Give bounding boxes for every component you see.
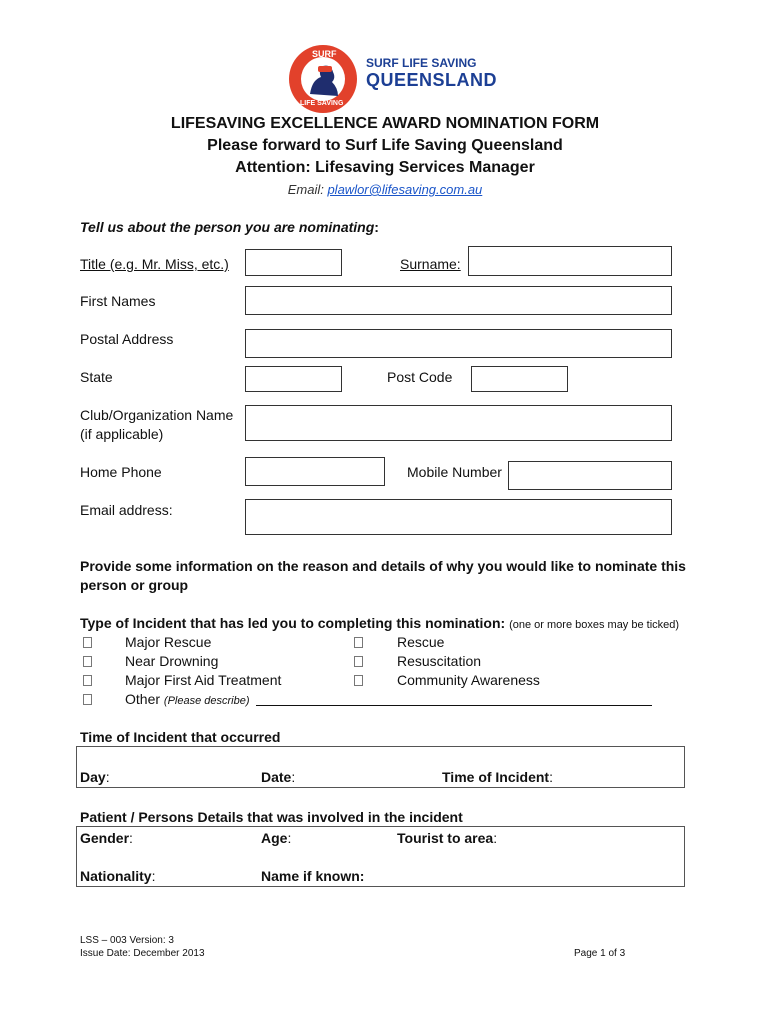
club-field[interactable] <box>245 405 672 441</box>
incident-type-text: Type of Incident that has led you to completing this nomination: <box>80 615 506 631</box>
day-colon: : <box>105 769 110 785</box>
home-phone-label: Home Phone <box>80 464 162 480</box>
logo-line1: SURF LIFE SAVING <box>366 56 477 70</box>
checkbox-rescue[interactable] <box>354 637 363 648</box>
checkbox-resuscitation[interactable] <box>354 656 363 667</box>
name-if-known-label[interactable]: Name if known: <box>261 868 365 884</box>
option-near-drowning: Near Drowning <box>125 653 219 669</box>
time-colon: : <box>549 769 553 785</box>
mobile-field[interactable] <box>508 461 672 490</box>
club-label-line1: Club/Organization Name <box>80 407 234 423</box>
forward-line: Please forward to Surf Life Saving Queensland <box>207 137 563 154</box>
mobile-label: Mobile Number <box>407 464 502 480</box>
age-colon: : <box>287 830 292 846</box>
other-describe-line[interactable] <box>256 705 652 706</box>
checkbox-other[interactable] <box>83 694 92 705</box>
other-note: (Please describe) <box>163 695 250 707</box>
checkbox-near-drowning[interactable] <box>83 656 92 667</box>
logo <box>288 44 498 114</box>
contact-email-link[interactable]: plawlor@lifesaving.com.au <box>327 182 483 197</box>
checkbox-major-first-aid[interactable] <box>83 675 92 686</box>
patient-table <box>76 826 685 887</box>
logo-line2: QUEENSLAND <box>366 70 498 90</box>
home-phone-field[interactable] <box>245 457 385 486</box>
first-names-label: First Names <box>80 293 156 309</box>
postal-address-field[interactable] <box>245 329 672 358</box>
day-label[interactable] <box>80 769 110 785</box>
option-major-first-aid: Major First Aid Treatment <box>125 672 282 688</box>
time-table <box>76 746 685 788</box>
time-of-incident-label[interactable] <box>442 769 553 785</box>
gender-colon: : <box>129 830 133 846</box>
tourist-label[interactable] <box>397 830 497 846</box>
other-label: Other <box>125 691 161 707</box>
post-code-field[interactable] <box>471 366 568 392</box>
option-major-rescue: Major Rescue <box>125 634 212 650</box>
email-prefix: Email: <box>287 182 328 197</box>
email-address-label: Email address: <box>80 502 173 518</box>
state-field[interactable] <box>245 366 342 392</box>
heading-colon: : <box>374 219 379 235</box>
time-text: Time of Incident <box>442 769 550 785</box>
seal-text-bottom: LIFE SAVING <box>300 100 344 107</box>
section-heading-nominee <box>80 219 379 235</box>
surname-label: Surname: <box>400 256 461 272</box>
nationality-colon: : <box>151 868 156 884</box>
attention-line: Attention: Lifesaving Services Manager <box>235 159 535 176</box>
incident-type-note: (one or more boxes may be ticked) <box>509 619 680 631</box>
postal-address-label: Postal Address <box>80 331 174 347</box>
title-field[interactable] <box>245 249 342 276</box>
club-label-line2: (if applicable) <box>80 426 164 442</box>
footer-page-number: Page 1 of 3 <box>574 948 626 959</box>
first-names-field[interactable] <box>245 286 672 315</box>
option-rescue: Rescue <box>397 634 445 650</box>
email-address-field[interactable] <box>245 499 672 535</box>
email-line <box>0 182 770 197</box>
incident-type-heading <box>80 615 679 631</box>
age-label[interactable] <box>261 830 291 846</box>
time-heading: Time of Incident that occurred <box>80 729 281 745</box>
surname-field[interactable] <box>468 246 672 276</box>
gender-label[interactable] <box>80 830 133 846</box>
title-label: Title (e.g. Mr. Miss, etc.) <box>80 256 229 272</box>
gender-text: Gender <box>80 830 130 846</box>
reason-heading-line2: person or group <box>80 577 189 593</box>
footer-issue-date: Issue Date: December 2013 <box>80 948 205 959</box>
state-label: State <box>80 369 113 385</box>
date-colon: : <box>291 769 296 785</box>
checkbox-community-awareness[interactable] <box>354 675 363 686</box>
post-code-label: Post Code <box>387 369 453 385</box>
date-text: Date <box>261 769 292 785</box>
seal-text-top: SURF <box>312 49 337 59</box>
date-label[interactable] <box>261 769 295 785</box>
nationality-text: Nationality <box>80 868 152 884</box>
option-other <box>125 691 250 707</box>
option-community-awareness: Community Awareness <box>397 672 540 688</box>
patient-heading: Patient / Persons Details that was involved in the incident <box>80 809 463 825</box>
tourist-text: Tourist to area <box>397 830 494 846</box>
nationality-label[interactable] <box>80 868 155 884</box>
reason-heading-line1: Provide some information on the reason and details of why you would like to nominate this <box>80 558 686 574</box>
option-resuscitation: Resuscitation <box>397 653 482 669</box>
checkbox-major-rescue[interactable] <box>83 637 92 648</box>
tourist-colon: : <box>493 830 498 846</box>
form-title: LIFESAVING EXCELLENCE AWARD NOMINATION FORM <box>170 115 600 132</box>
nominee-heading-text: Tell us about the person you are nominating <box>80 219 375 235</box>
day-text: Day <box>80 769 106 785</box>
age-text: Age <box>261 830 288 846</box>
footer-doc-id: LSS – 003 Version: 3 <box>80 935 174 946</box>
